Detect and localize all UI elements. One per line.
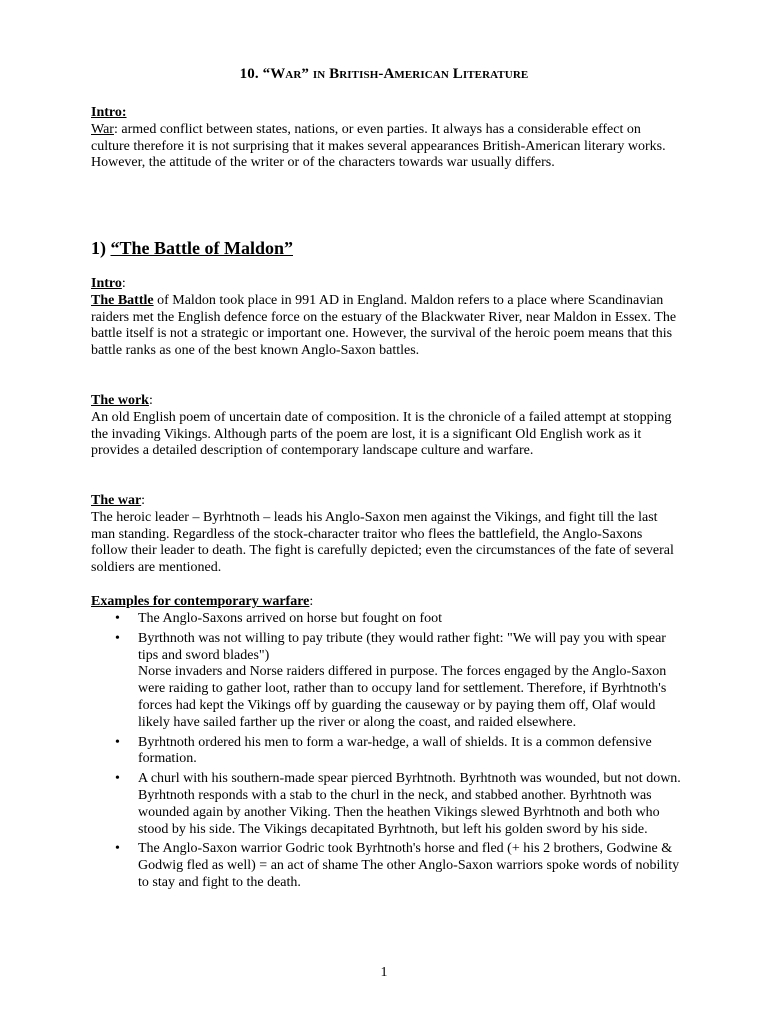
work-heading: The work — [91, 393, 149, 408]
war-heading: The war — [91, 493, 142, 508]
work-text: An old English poem of uncertain date of composition. It is the chronicle of a failed attempt at stopping the invading Vikings. Although parts of the poem are lost, it is a significant Old English work as it provides a detailed description of contemporary landscape culture and warfare. — [91, 409, 672, 459]
list-item: • A churl with his southern-made spear pierced Byrhtnoth. Byrhtnoth was wounded, but not down. Byrhtnoth responds with a stab to the churl in the neck, and stabbed another. Byrhtnoth was wounded again by another Viking. Then the heathen Vikings slewed Byrhtnoth and both who stood by his side. The Vikings decapitated Byrhtnoth, but left his golden sword by his side. — [115, 771, 681, 837]
examples-heading: Examples for contemporary warfare — [91, 594, 310, 609]
list-item: • The Anglo-Saxons arrived on horse but fought on foot — [115, 611, 443, 626]
section-heading: 1) “The Battle of Maldon” — [91, 238, 293, 258]
battle-intro-paragraph: Intro: The Battle of Maldon took place in 991 AD in England. Maldon refers to a place where Scandinavian raiders met the English defence force on the estuary of the Blackwater River, near Maldon in Essex. The battle itself is not a strategic or important one. However, the survival of the heroic poem means that this battle ranks as one of the best known Anglo-Saxon battles. — [91, 276, 681, 360]
intro-text: War: armed conflict between states, nations, or even parties. It always has a considerable effect on culture therefore it is not surprising that it makes several appearances British-American literary works. However, the attitude of the writer or of the characters towards war usually differs. — [91, 121, 666, 171]
intro-heading: Intro: — [91, 105, 127, 120]
battle-intro-heading: Intro — [91, 276, 122, 291]
list-item: • Byrhtnoth ordered his men to form a war-hedge, a wall of shields. It is a common defensive formation. — [115, 734, 652, 767]
intro-paragraph — [91, 105, 681, 172]
work-paragraph: The work: An old English poem of uncertain date of composition. It is the chronicle of a failed attempt at stopping the invading Vikings. Although parts of the poem are lost, it is a significant Old English work as it provides a detailed description of contemporary landscape culture and warfare. — [91, 393, 681, 460]
battle-intro-text: The Battle of Maldon took place in 991 AD in England. Maldon refers to a place where Scandinavian raiders met the English defence force on the estuary of the Blackwater River, near Maldon in Essex. The battle itself is not a strategic or important one. However, the survival of the heroic poem means that this battle ranks as one of the best known Anglo-Saxon battles. — [91, 292, 677, 359]
war-text: The heroic leader – Byrhtnoth – leads his Anglo-Saxon men against the Vikings, and fight till the last man standing. Regardless of the stock-character traitor who flees the battlefield, the Anglo-Saxons follow their leader to death. The fight is carefully depicted; even the circumstances of the fate of several soldiers are mentioned. — [91, 509, 674, 576]
list-item: • Byrthnoth was not willing to pay tribute (they would rather fight: "We will pay you with spear tips and sword blades") Norse invaders and Norse raiders differed in purpose. The forces engaged by the Anglo-Saxon were raiding to gather loot, rather than to occupy land for settlement. Therefore, if Byrhtnoth's forces had kept the Vikings off by guarding the causeway or by paying them off, Olaf would likely have sailed farther up the river or along the coast, and raided elsewhere. — [115, 630, 667, 730]
examples-heading-line: Examples for contemporary warfare: — [91, 594, 314, 609]
warfare-examples-list — [91, 611, 681, 895]
document-title: 10. “War” in British-American Literature — [239, 66, 529, 82]
war-paragraph: The war: The heroic leader – Byrhtnoth – leads his Anglo-Saxon men against the Vikings, and fight till the last man standing. Regardless of the stock-character traitor who flees the battlefield, the Anglo-Saxons follow their leader to death. The fight is carefully depicted; even the circumstances of the fate of several soldiers are mentioned. — [91, 493, 681, 577]
list-item: • The Anglo-Saxon warrior Godric took Byrhtnoth's horse and fled (+ his 2 brothers, Godwine & Godwig fled as well) = an act of shame The other Anglo-Saxon warriors spoke words of nobility to stay and fight to the death. — [115, 841, 680, 890]
page-number: 1 — [380, 965, 388, 980]
